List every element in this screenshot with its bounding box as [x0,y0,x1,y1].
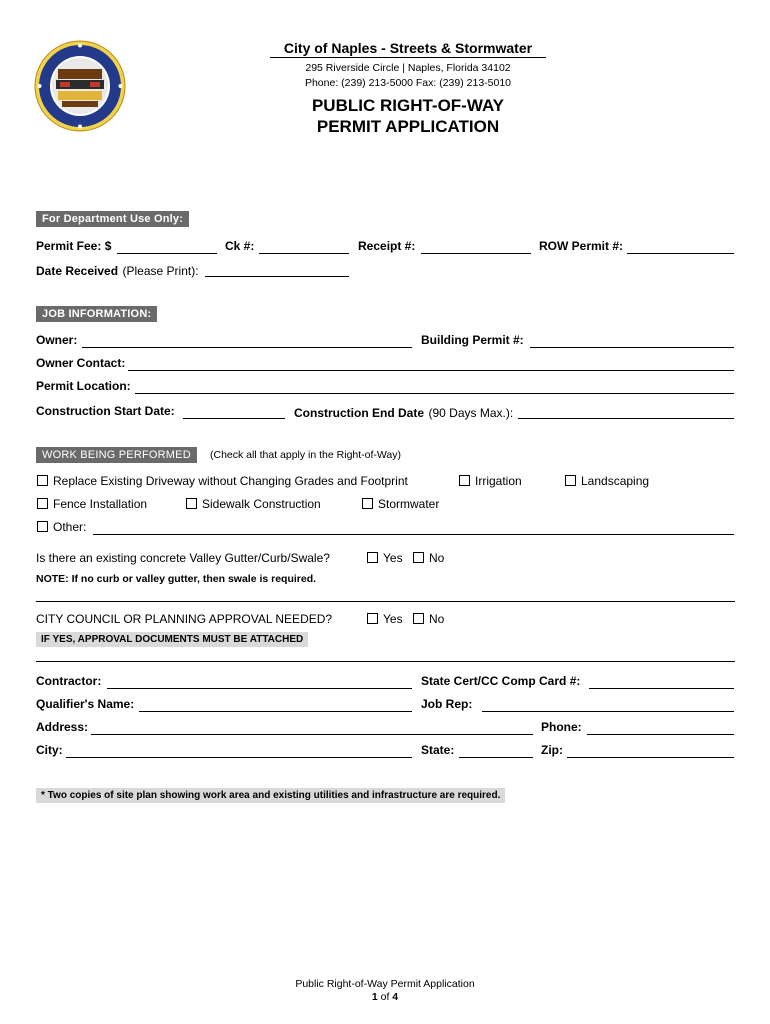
divider [36,601,735,602]
zip-label: Zip: [541,743,563,757]
end-date-field[interactable] [518,418,734,419]
check-number-label: Ck #: [225,239,255,253]
permit-location-field[interactable] [135,393,734,394]
state-cert-label: State Cert/CC Comp Card #: [421,674,581,688]
city-field[interactable] [66,757,412,758]
valley-no-label: No [429,551,445,565]
checkbox-valley-yes[interactable] [367,552,378,563]
approval-documents-note: IF YES, APPROVAL DOCUMENTS MUST BE ATTACHED [36,632,308,647]
option-other: Other: [53,520,87,534]
checkbox-council-no[interactable] [413,613,424,624]
checkbox-sidewalk-construction[interactable] [186,498,197,509]
state-label: State: [421,743,455,757]
option-landscaping: Landscaping [581,474,650,488]
page-of: of [380,991,390,1003]
option-irrigation: Irrigation [475,474,522,488]
divider [36,661,735,662]
building-permit-label: Building Permit #: [421,333,524,347]
option-sidewalk-construction: Sidewalk Construction [202,497,321,511]
permit-location-label: Permit Location: [36,379,131,393]
owner-field[interactable] [82,347,412,348]
checkbox-other[interactable] [37,521,48,532]
checkbox-council-yes[interactable] [367,613,378,624]
address-field[interactable] [91,734,533,735]
job-rep-field[interactable] [482,711,734,712]
row-permit-label: ROW Permit #: [539,239,624,253]
work-performed-note: (Check all that apply in the Right-of-Way) [210,449,402,461]
site-plan-note: * Two copies of site plan showing work area and existing utilities and infrastructure are required. [36,788,505,803]
address-label: Address: [36,720,89,734]
option-stormwater: Stormwater [378,497,440,511]
qualifier-name-field[interactable] [139,711,412,712]
agency-address: 295 Riverside Circle | Naples, Florida 34102 [305,62,511,74]
owner-contact-field[interactable] [128,370,734,371]
permit-fee-label: Permit Fee: $ [36,239,112,253]
start-date-field[interactable] [183,418,285,419]
checkbox-irrigation[interactable] [459,475,470,486]
council-approval-question: CITY COUNCIL OR PLANNING APPROVAL NEEDED? [36,612,333,626]
swale-note: NOTE: If no curb or valley gutter, then swale is required. [36,573,317,585]
end-date-note: (90 Days Max.): [428,406,514,420]
check-number-field[interactable] [259,253,349,254]
state-cert-field[interactable] [589,688,734,689]
checkbox-replace-driveway[interactable] [37,475,48,486]
zip-field[interactable] [567,757,734,758]
footer-title: Public Right-of-Way Permit Application [295,978,475,990]
qualifier-name-label: Qualifier's Name: [36,697,135,711]
please-print-label: (Please Print): [122,264,199,278]
job-rep-label: Job Rep: [421,697,473,711]
checkbox-landscaping[interactable] [565,475,576,486]
footer-page-number [0,991,770,1003]
section-job-information: JOB INFORMATION: [36,306,157,322]
document-title-line-1: PUBLIC RIGHT-OF-WAY [311,96,505,115]
owner-contact-label: Owner Contact: [36,356,126,370]
other-field[interactable] [93,534,734,535]
contractor-field[interactable] [107,688,412,689]
row-permit-field[interactable] [627,253,734,254]
document-title-line-2: PERMIT APPLICATION [316,117,500,136]
contractor-label: Contractor: [36,674,102,688]
section-department-use: For Department Use Only: [36,211,189,227]
end-date-label: Construction End Date [294,406,425,420]
valley-yes-label: Yes [383,551,403,565]
checkbox-stormwater[interactable] [362,498,373,509]
council-no-label: No [429,612,445,626]
phone-field[interactable] [587,734,734,735]
receipt-number-field[interactable] [421,253,531,254]
page-total: 4 [392,991,399,1003]
city-seal-logo [34,40,126,132]
state-field[interactable] [459,757,533,758]
valley-gutter-question: Is there an existing concrete Valley Gutter/Curb/Swale? [36,551,330,565]
option-fence-installation: Fence Installation [53,497,148,511]
receipt-number-label: Receipt #: [358,239,416,253]
checkbox-valley-no[interactable] [413,552,424,563]
section-work-performed: WORK BEING PERFORMED [36,447,197,463]
end-date-label-group [294,404,513,422]
phone-label: Phone: [541,720,582,734]
option-replace-driveway: Replace Existing Driveway without Changing Grades and Footprint [53,474,408,488]
date-received-field[interactable] [205,276,349,277]
permit-fee-field[interactable] [117,253,217,254]
city-label: City: [36,743,63,757]
owner-label: Owner: [36,333,78,347]
page-current: 1 [371,991,378,1003]
agency-title: City of Naples - Streets & Stormwater [270,40,546,58]
start-date-label: Construction Start Date: [36,404,175,418]
date-received-label: Date Received [36,264,119,278]
date-received-label-group [36,262,199,280]
council-yes-label: Yes [383,612,403,626]
agency-phone: Phone: (239) 213-5000 Fax: (239) 213-5010 [304,77,512,89]
checkbox-fence-installation[interactable] [37,498,48,509]
building-permit-field[interactable] [530,347,734,348]
